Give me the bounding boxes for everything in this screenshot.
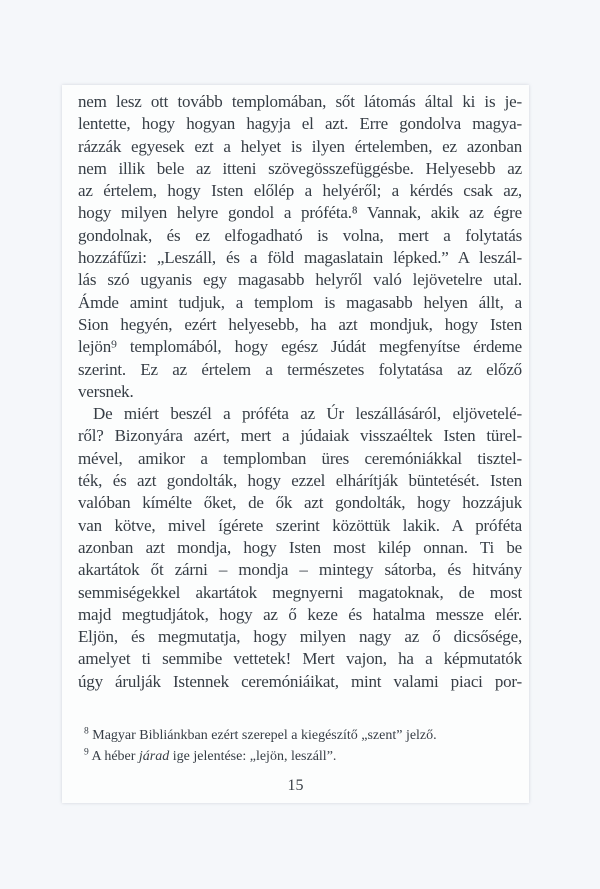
text-line: lentette, hogy hogyan hagyja el azt. Erre gondolva magya- — [78, 114, 522, 134]
text-line: hozzáfűzi: „Leszáll, és a föld magaslatain lépked.” A leszál- — [78, 248, 522, 268]
text-line: gondolnak, és ez elfogadható is volna, mert a folytatás — [78, 225, 522, 245]
text-line: úgy árulják Istennek ceremóniáikat, mint valami piaci por- — [78, 671, 522, 691]
footnote-text: ige jelentése: „lejön, leszáll”. — [169, 749, 337, 764]
text-line: versnek. — [78, 381, 134, 401]
text-line: ről? Bizonyára azért, mert a júdaiak visszaéltek Isten türel- — [78, 426, 522, 446]
footnote-text: Magyar Bibliánkban ezért szerepel a kiegészítő „szent” jelző. — [92, 728, 437, 743]
text-line: hogy milyen helyre gondol a próféta.⁸ Vannak, akik az égre — [78, 203, 522, 223]
text-line: rázzák egyesek ezt a helyet is ilyen értelemben, ez azonban — [78, 136, 522, 156]
text-line: lejön⁹ templomából, hogy egész Júdát megfenyítse érdeme — [78, 337, 522, 357]
text-line: nem illik bele az itteni szövegösszefüggésbe. Helyesebb az — [78, 158, 522, 178]
text-line: valóban kímélte őket, de ők azt gondolták, hogy hozzájuk — [78, 493, 522, 513]
text-line: azonban azt mondja, hogy Isten most kilép onnan. Ti be — [78, 537, 522, 557]
footnote-9 — [84, 746, 519, 767]
body-text — [78, 91, 522, 693]
footnote-italic-word: járad — [138, 749, 170, 764]
text-line: Eljön, és megmutatja, hogy milyen nagy az ő dicsősége, — [78, 627, 522, 647]
text-line: amelyet ti semmibe vettetek! Mert vajon, ha a képmutatók — [78, 649, 522, 669]
text-line: lás szó ugyanis egy magasabb helyről való lejövetelre utal. — [78, 270, 522, 290]
text-line: semmiségekkel akartátok megnyerni magatoknak, de most — [78, 582, 522, 602]
page-number: 15 — [287, 777, 304, 794]
text-line: szerint. Ez az értelem a természetes folytatása az előző — [78, 359, 522, 379]
text-line: van kötve, mivel ígérete szerint közöttük lakik. A próféta — [78, 515, 522, 535]
text-line: Sion hegyén, ezért helyesebb, ha azt mondjuk, hogy Isten — [78, 314, 522, 334]
footnotes — [84, 725, 519, 767]
footnote-marker: 8 — [84, 726, 89, 737]
footnote-8 — [84, 725, 519, 746]
text-line: ték, és azt gondolták, hogy ezzel elhárítják büntetését. Isten — [78, 471, 522, 491]
text-line: majd megtudjátok, hogy az ő keze és hatalma messze elér. — [78, 604, 522, 624]
text-line: mével, amikor a templomban üres ceremóniákkal tisztel- — [78, 448, 522, 468]
footnote-text: A héber — [91, 749, 139, 764]
text-line: Ámde amint tudjuk, a templom is magasabb helyen állt, a — [78, 292, 522, 312]
text-line: akartátok őt zárni – mondja – mintegy sátorba, és hitvány — [78, 560, 522, 580]
text-line: nem lesz ott tovább templomában, sőt látomás által ki is je- — [78, 92, 522, 111]
footnote-marker: 9 — [84, 747, 89, 758]
text-line: De miért beszél a próféta az Úr leszállásáról, eljövetelé- — [93, 404, 522, 424]
paragraph-2 — [78, 403, 522, 693]
text-line: az értelem, hogy Isten előlép a helyéről; a kérdés csak az, — [78, 181, 522, 201]
paragraph-1 — [78, 91, 522, 403]
book-page — [62, 85, 529, 803]
